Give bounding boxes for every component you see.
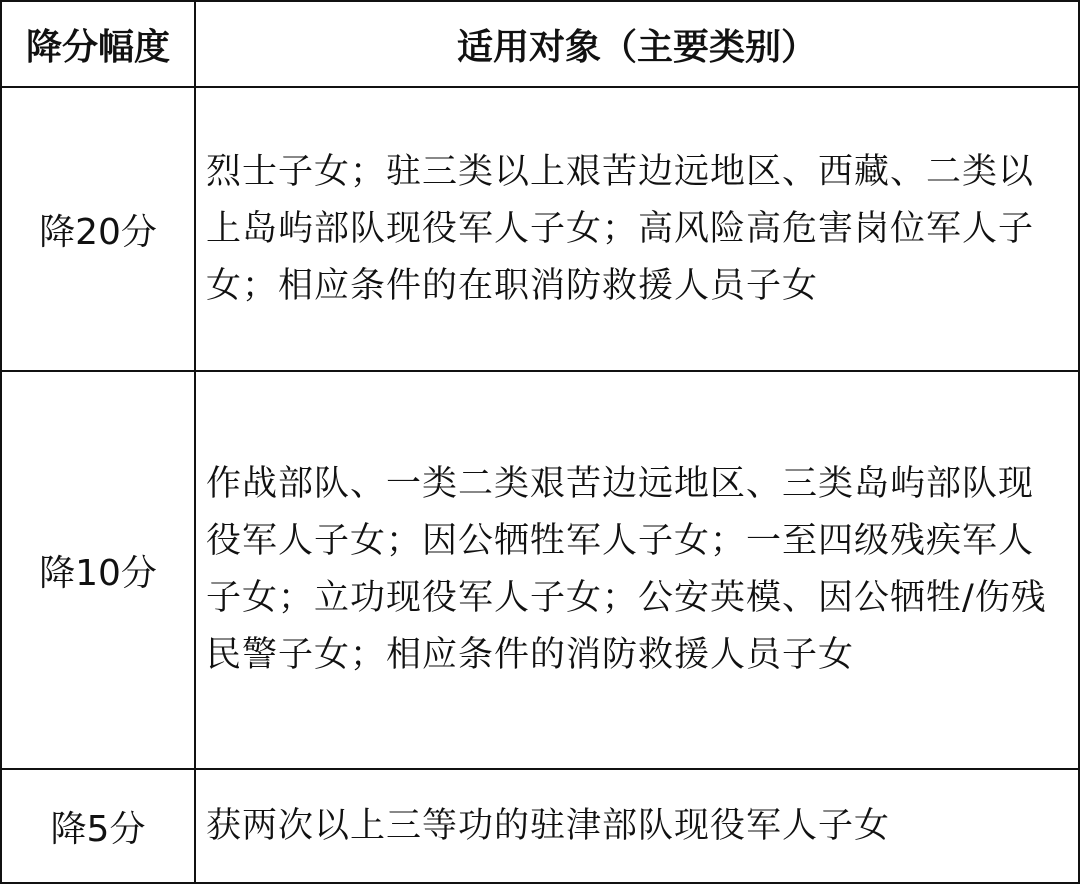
header-reduction: 降分幅度 [2,2,196,88]
row-2-applicants: 作战部队、一类二类艰苦边远地区、三类岛屿部队现役军人子女；因公牺牲军人子女；一至四级残疾军人子女；立功现役军人子女；公安英模、因公牺牲/伤残民警子女；相应条件的消防救援人员子女 [196,372,1078,770]
header-applicants: 适用对象（主要类别） [196,2,1078,88]
row-1-reduction: 降20分 [2,88,196,372]
row-3-reduction: 降5分 [2,770,196,882]
row-2-reduction: 降10分 [2,372,196,770]
row-3-applicants: 获两次以上三等功的驻津部队现役军人子女 [206,805,891,846]
row-1-applicants: 烈士子女；驻三类以上艰苦边远地区、西藏、二类以上岛屿部队现役军人子女；高风险高危害岗位军人子女；相应条件的在职消防救援人员子女 [196,88,1078,372]
